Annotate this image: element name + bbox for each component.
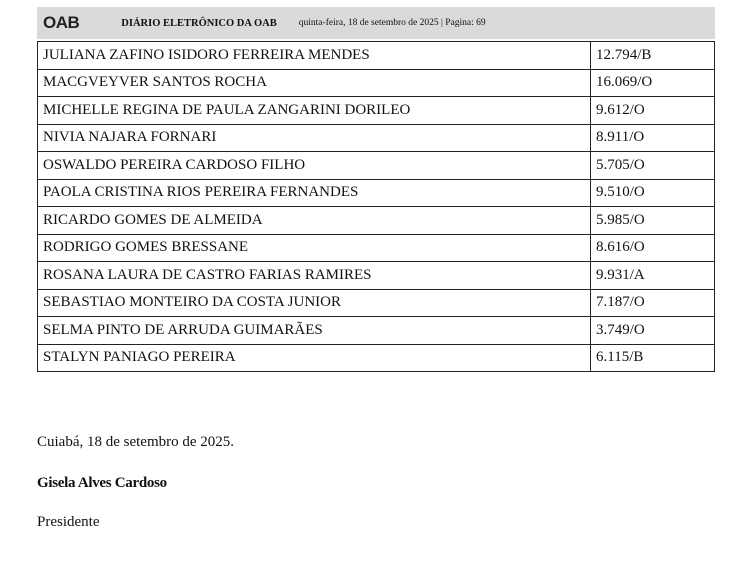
table-row (38, 124, 715, 152)
member-registration: 9.931/A (591, 262, 715, 290)
member-registration: 8.911/O (591, 124, 715, 152)
member-name: MACGVEYVER SANTOS ROCHA (38, 69, 591, 97)
oab-logo: OAB (43, 13, 80, 32)
member-registration: 8.616/O (591, 234, 715, 262)
table-row (38, 344, 715, 372)
table-row (38, 262, 715, 290)
table-row (38, 152, 715, 180)
publication-title: DIÁRIO ELETRÔNICO DA OAB (121, 17, 277, 29)
member-name: SELMA PINTO DE ARRUDA GUIMARÃES (38, 317, 591, 345)
member-registration: 5.705/O (591, 152, 715, 180)
member-registration: 3.749/O (591, 317, 715, 345)
member-registration: 12.794/B (591, 42, 715, 70)
member-name: MICHELLE REGINA DE PAULA ZANGARINI DORILEO (38, 97, 591, 125)
table-row (38, 289, 715, 317)
table-row (38, 69, 715, 97)
table-row (38, 97, 715, 125)
place-date: Cuiabá, 18 de setembro de 2025. (37, 434, 235, 450)
member-name: OSWALDO PEREIRA CARDOSO FILHO (38, 152, 591, 180)
member-registration: 9.510/O (591, 179, 715, 207)
member-name: NIVIA NAJARA FORNARI (38, 124, 591, 152)
member-name: JULIANA ZAFINO ISIDORO FERREIRA MENDES (38, 42, 591, 70)
page-header (37, 7, 715, 39)
member-registration: 9.612/O (591, 97, 715, 125)
table-row (38, 234, 715, 262)
member-name: RICARDO GOMES DE ALMEIDA (38, 207, 591, 235)
member-registration: 5.985/O (591, 207, 715, 235)
member-name: STALYN PANIAGO PEREIRA (38, 344, 591, 372)
member-name: RODRIGO GOMES BRESSANE (38, 234, 591, 262)
member-registration: 7.187/O (591, 289, 715, 317)
table-row (38, 207, 715, 235)
table-row (38, 42, 715, 70)
table-row (38, 317, 715, 345)
publication-date-page: quinta-feira, 18 de setembro de 2025 | Pagina: 69 (298, 18, 486, 28)
signer-role: Presidente (37, 514, 100, 530)
members-table (37, 41, 715, 372)
member-registration: 16.069/O (591, 69, 715, 97)
member-name: ROSANA LAURA DE CASTRO FARIAS RAMIRES (38, 262, 591, 290)
signer-name: Gisela Alves Cardoso (37, 475, 167, 491)
member-name: PAOLA CRISTINA RIOS PEREIRA FERNANDES (38, 179, 591, 207)
table-row (38, 179, 715, 207)
member-name: SEBASTIAO MONTEIRO DA COSTA JUNIOR (38, 289, 591, 317)
member-registration: 6.115/B (591, 344, 715, 372)
